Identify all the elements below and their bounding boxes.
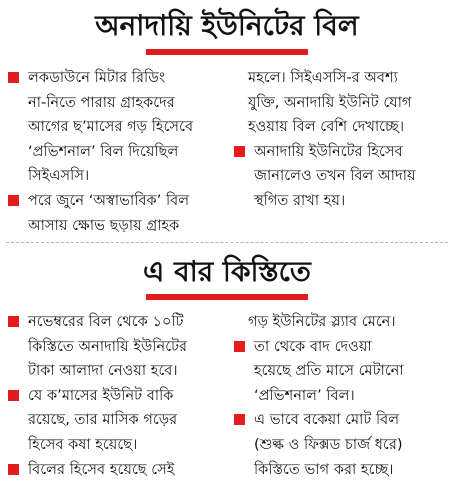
section2-left-column: [6, 310, 236, 482]
bullet-paragraph: [232, 408, 448, 482]
paragraph-line: রয়েছে, তার মাসিক গড়ের: [28, 411, 178, 429]
bullet-paragraph: [6, 458, 236, 482]
section1-right-column: [232, 66, 448, 214]
paragraph-line: আগের ছ’মাসের গড় হিসেবে: [28, 118, 194, 136]
paragraph-line: কিস্তিতে ভাগ করা হচ্ছে।: [254, 460, 394, 478]
paragraph-line: লকডাউনে মিটার রিডিং: [28, 69, 166, 86]
paragraph-line: হিসেব কষা হয়েছে।: [28, 435, 138, 453]
paragraph-line: স্থগিত রাখা হয়।: [254, 191, 346, 209]
section1-title-underline: [146, 49, 308, 55]
continued-paragraph: [232, 66, 448, 140]
bullet-paragraph: [6, 310, 236, 384]
paragraph-line: এ ভাবে বকেয়া মোট বিল: [254, 411, 400, 429]
section-divider: [6, 242, 448, 243]
paragraph-line: পরে জুনে ‘অস্বাভাবিক’ বিল: [28, 191, 190, 209]
paragraph-line: যুক্তি, অনাদায়ি ইউনিট যোগ: [248, 93, 412, 111]
bullet-square-icon: [234, 414, 245, 425]
bullet-paragraph: [6, 384, 236, 458]
paragraph-line: অনাদায়ি ইউনিটের হিসেব: [254, 142, 403, 160]
paragraph-line: ‘প্রভিশনাল’ বিল।: [254, 386, 355, 404]
paragraph-line: জানালেও তখন বিল আদায়: [254, 167, 416, 185]
paragraph-line: বিলের হিসেব হয়েছে সেই: [28, 460, 175, 478]
section1-left-column: [6, 66, 236, 238]
paragraph-line: গড় ইউনিটের স্ল্যাব মেনে।: [248, 313, 396, 330]
paragraph-line: (শুল্ক ও ফিক্সড চার্জ ধরে): [254, 435, 403, 453]
bullet-square-icon: [8, 316, 19, 327]
continued-paragraph: [232, 310, 448, 335]
paragraph-line: হয়েছে প্রতি মাসে মেটানো: [254, 362, 404, 380]
paragraph-line: হওয়ায় বিল বেশি দেখাচ্ছে।: [248, 118, 405, 136]
bullet-square-icon: [8, 72, 19, 83]
paragraph-line: নভেম্বরের বিল থেকে ১০টি: [28, 313, 184, 330]
section1-title: অনাদায়ি ইউনিটের বিল: [95, 9, 359, 42]
paragraph-line: না-নিতে পারায় গ্রাহকদের: [28, 93, 175, 111]
paragraph-line: যে ক’মাসের ইউনিট বাকি: [28, 386, 174, 404]
section2-title: এ বার কিস্তিতে: [143, 255, 311, 288]
bullet-square-icon: [8, 195, 19, 206]
paragraph-line: টাকা আলাদা নেওয়া হবে।: [28, 362, 178, 380]
paragraph-line: মহলে। সিইএসসি-র অবশ্য: [248, 69, 398, 86]
section2-title-underline: [146, 294, 308, 300]
bullet-square-icon: [234, 341, 245, 352]
bullet-square-icon: [8, 464, 19, 475]
paragraph-line: আসায় ক্ষোভ ছড়ায় গ্রাহক: [28, 216, 180, 234]
paragraph-line: তা থেকে বাদ দেওয়া: [254, 337, 372, 355]
bullet-square-icon: [8, 390, 19, 401]
bullet-paragraph: [6, 66, 236, 189]
bullet-square-icon: [234, 146, 245, 157]
paragraph-line: ‘প্রভিশনাল’ বিল দিয়েছিল: [28, 142, 179, 160]
section2-right-column: [232, 310, 448, 482]
paragraph-line: সিইএসসি।: [28, 167, 90, 185]
bullet-paragraph: [232, 335, 448, 409]
paragraph-line: কিস্তিতে অনাদায়ি ইউনিটের: [28, 337, 188, 355]
bullet-paragraph: [232, 140, 448, 214]
bullet-paragraph: [6, 189, 236, 238]
